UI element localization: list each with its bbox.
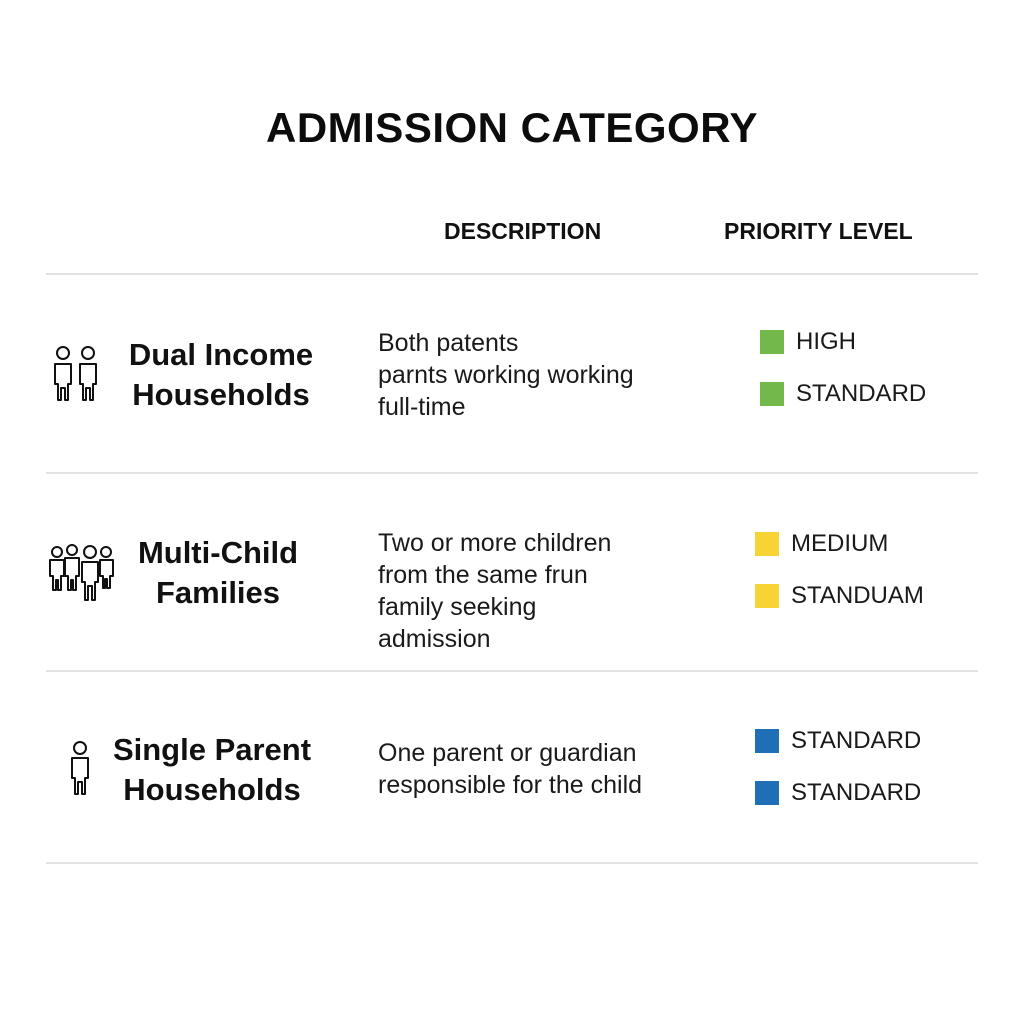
page-title: ADMISSION CATEGORY	[265, 104, 759, 151]
divider	[46, 273, 978, 275]
priority-swatch	[755, 729, 779, 753]
category-name: Dual Income Households	[128, 337, 314, 412]
priority-column-header: PRIORITY LEVEL	[724, 218, 913, 244]
category-name: Single Parent Households	[112, 732, 312, 807]
priority-swatch	[760, 330, 784, 354]
priority-item: MEDIUM	[755, 530, 888, 558]
priority-item: HIGH	[760, 328, 856, 356]
description-column-header: DESCRIPTION	[444, 218, 602, 244]
priority-swatch	[755, 781, 779, 805]
single-person-icon	[68, 740, 92, 803]
priority-swatch	[755, 532, 779, 556]
priority-item: STANDARD	[760, 380, 926, 408]
family-group-icon	[46, 542, 118, 609]
divider	[46, 862, 978, 864]
category-description: Two or more children from the same frun family seeking admission	[378, 529, 612, 653]
priority-swatch	[760, 382, 784, 406]
priority-item: STANDARD	[755, 779, 921, 807]
category-description: Both patents parnts working working full-time	[378, 329, 634, 421]
two-people-icon	[50, 344, 104, 409]
category-description: One parent or guardian responsible for the child	[378, 739, 643, 799]
priority-swatch	[755, 584, 779, 608]
divider	[46, 670, 978, 672]
priority-item: STANDUAM	[755, 582, 924, 610]
divider	[46, 472, 978, 474]
priority-item: STANDARD	[755, 727, 921, 755]
category-name: Multi-Child Families	[137, 535, 299, 610]
